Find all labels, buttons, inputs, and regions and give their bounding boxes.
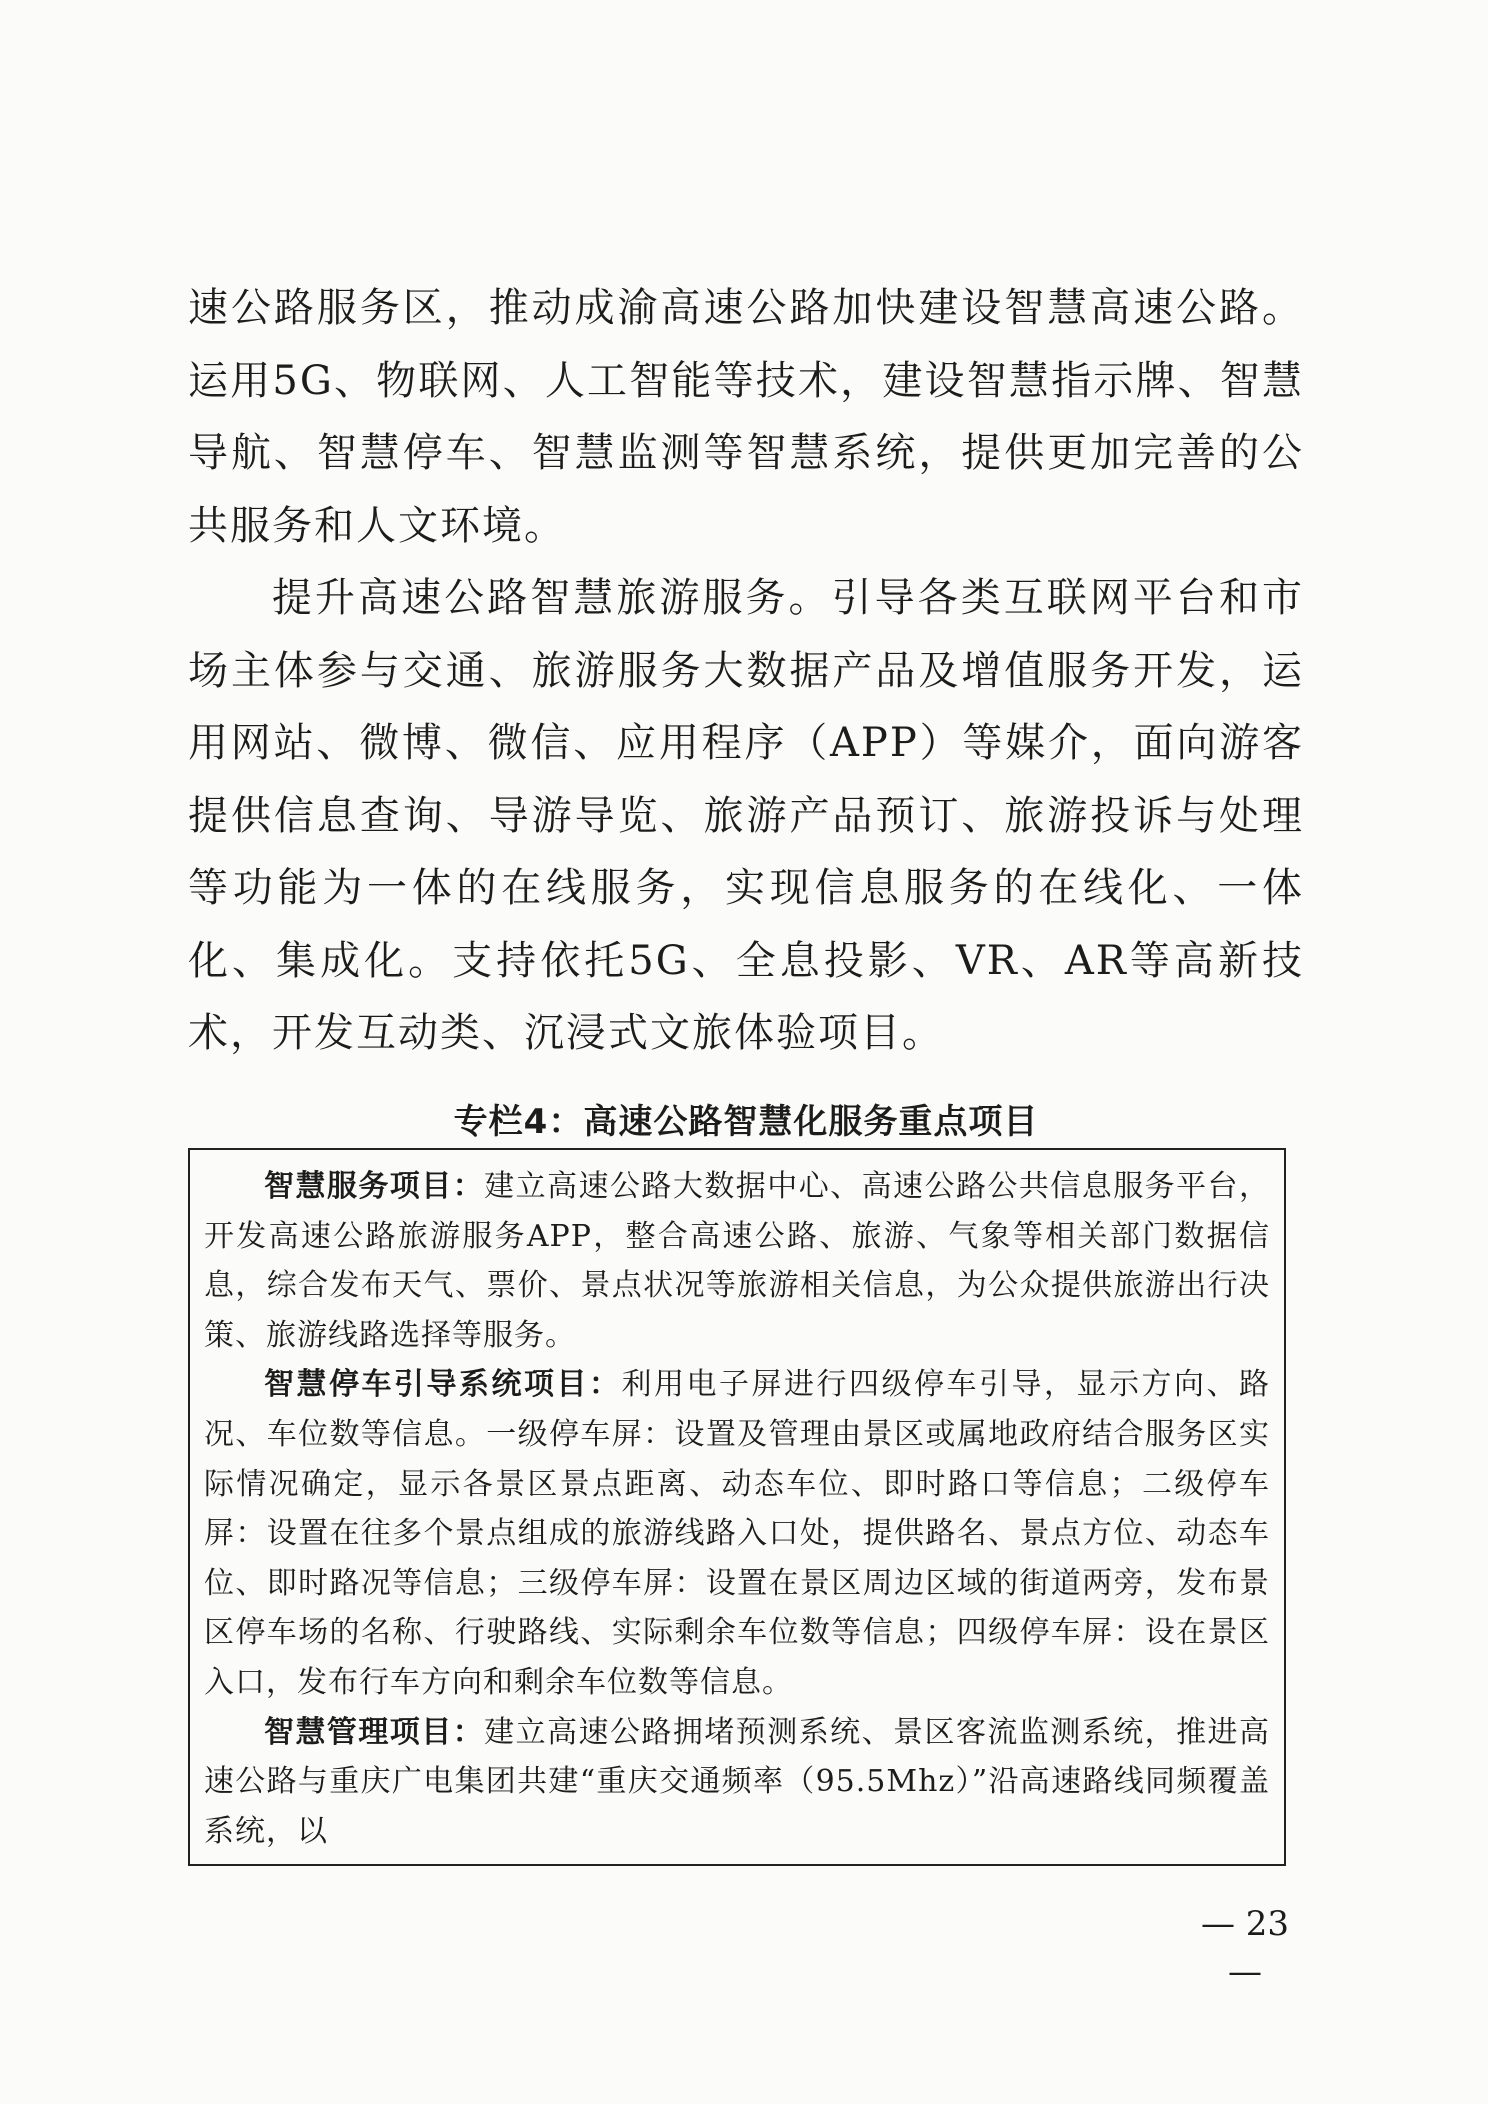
project-item	[204, 1708, 1270, 1857]
project-item-lead: 智慧管理项目：	[264, 1714, 485, 1750]
project-item-text: 建立高速公路大数据中心、高速公路公共信息服务平台，开发高速公路旅游服务APP，整合高速公路、旅游、气象等相关部门数据信息，综合发布天气、票价、景点状况等旅游相关信息，为公众提供旅游出行决策、旅游线路选择等服务。	[204, 1169, 1271, 1353]
project-item-text: 建立高速公路拥堵预测系统、景区客流监测系统，推进高速公路与重庆广电集团共建“重庆交通频率（95.5Mhz）”沿高速路线同频覆盖系统，以	[204, 1714, 1271, 1849]
project-item	[204, 1360, 1270, 1707]
project-item-text: 利用电子屏进行四级停车引导，显示方向、路况、车位数等信息。一级停车屏：设置及管理由景区或属地政府结合服务区实际情况确定，显示各景区景点距离、动态车位、即时路口等信息；二级停车屏：设置在往多个景点组成的旅游线路入口处，提供路名、景点方位、动态车位、即时路况等信息；三级停车屏：设置在景区周边区域的街道两旁，发布景区停车场的名称、行驶路线、实际剩余车位数等信息；四级停车屏：设在景区入口，发布行车方向和剩余车位数等信息。	[204, 1367, 1270, 1700]
project-item-lead: 智慧停车引导系统项目：	[264, 1367, 622, 1403]
document-body	[188, 272, 1304, 1070]
page-number: — 23 —	[1200, 1904, 1290, 1992]
project-box	[188, 1148, 1286, 1866]
body-paragraph: 提升高速公路智慧旅游服务。引导各类互联网平台和市场主体参与交通、旅游服务大数据产品及增值服务开发，运用网站、微博、微信、应用程序（APP）等媒介，面向游客提供信息查询、导游导览、旅游产品预订、旅游投诉与处理等功能为一体的在线服务，实现信息服务的在线化、一体化、集成化。支持依托5G、全息投影、VR、AR等高新技术，开发互动类、沉浸式文旅体验项目。	[188, 575, 1304, 1056]
body-paragraph: 速公路服务区，推动成渝高速公路加快建设智慧高速公路。运用5G、物联网、人工智能等技术，建设智慧指示牌、智慧导航、智慧停车、智慧监测等智慧系统，提供更加完善的公共服务和人文环境。	[188, 285, 1304, 549]
project-item	[204, 1162, 1270, 1360]
box-title: 专栏4：高速公路智慧化服务重点项目	[453, 1102, 1039, 1142]
project-item-lead: 智慧服务项目：	[264, 1169, 485, 1204]
